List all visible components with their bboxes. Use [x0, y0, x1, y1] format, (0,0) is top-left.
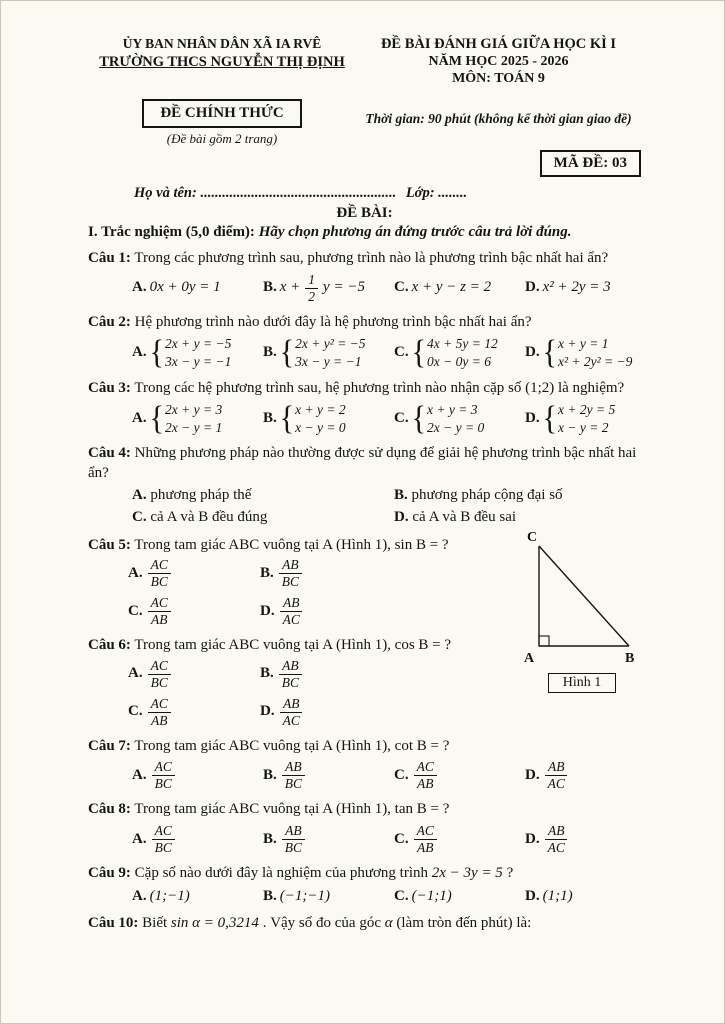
option-a	[132, 887, 263, 907]
equation-system	[543, 401, 616, 436]
question-9-label: Câu 9:	[88, 864, 131, 881]
system-line1: 2x + y = −5	[165, 336, 232, 352]
question-3	[88, 379, 641, 437]
fraction-denominator: BC	[154, 839, 172, 855]
option-key: B.	[263, 279, 277, 296]
question-3-body: Trong các hệ phương trình sau, hệ phương trình nào nhận cặp số (1;2) là nghiệm?	[134, 379, 625, 396]
brace-symbol: {	[149, 399, 164, 437]
question-4-options	[132, 486, 641, 528]
brace-symbol: {	[542, 333, 557, 371]
question-4	[88, 444, 641, 527]
option-key: A.	[132, 887, 147, 904]
option-key: A.	[128, 665, 143, 682]
option-math: (1;1)	[542, 887, 573, 904]
fraction-denominator: AC	[282, 712, 300, 728]
system-line2: x² + 2y² = −9	[558, 353, 633, 369]
option-key: D.	[525, 279, 540, 296]
fraction-denominator: AC	[547, 776, 565, 792]
question-9-equation: 2x − 3y = 5	[431, 864, 503, 881]
system-line1: x + 2y = 5	[558, 402, 616, 418]
option-math-pre: x +	[279, 279, 301, 296]
option-key: B.	[263, 766, 277, 783]
fraction-denominator: 2	[308, 288, 316, 304]
fraction	[414, 759, 437, 792]
option-b	[263, 401, 394, 436]
fraction-numerator: AC	[148, 595, 171, 612]
question-6-options	[128, 658, 509, 729]
class-dots: ........	[438, 185, 468, 201]
equation-system	[412, 401, 485, 436]
question-10-post: (làm tròn đến phút) là:	[396, 915, 532, 932]
option-key: C.	[394, 409, 409, 426]
question-10-pre: Biết	[142, 915, 168, 932]
option-math: (−1;1)	[411, 887, 452, 904]
option-math: x + y − z = 2	[411, 279, 492, 296]
option-a	[132, 401, 263, 436]
question-5-options	[128, 557, 509, 628]
exam-title-block	[356, 36, 641, 87]
option-key: D.	[525, 887, 540, 904]
option-key: C.	[394, 830, 409, 847]
option-key: B.	[260, 665, 274, 682]
fraction	[545, 759, 568, 792]
option-key: C.	[394, 887, 409, 904]
vertex-label-a: A	[524, 650, 535, 666]
option-a	[132, 278, 263, 298]
org-line2: TRƯỜNG THCS NGUYỄN THỊ ĐỊNH	[99, 54, 345, 70]
fraction-denominator: AB	[416, 839, 434, 855]
fraction	[148, 595, 171, 628]
option-key: D.	[525, 766, 540, 783]
question-1	[88, 249, 641, 305]
system-line2: 2x − y = 1	[165, 419, 223, 435]
equation-system	[150, 401, 223, 436]
time-note: Thời gian: 90 phút (không kể thời gian giao đề)	[365, 111, 632, 126]
fraction-denominator: BC	[281, 574, 300, 590]
option-a	[128, 557, 260, 590]
question-7-label: Câu 7:	[88, 737, 131, 754]
header	[88, 36, 641, 87]
fraction-numerator: AB	[545, 823, 568, 840]
fraction-denominator: AB	[150, 712, 168, 728]
fraction-denominator: AB	[150, 612, 168, 628]
system-line2: 3x − y = −1	[165, 353, 232, 369]
right-triangle-figure	[523, 528, 641, 666]
option-key: B.	[394, 487, 408, 504]
option-d	[525, 278, 611, 298]
option-c	[394, 887, 525, 907]
official-block	[88, 99, 356, 147]
fraction	[305, 272, 318, 305]
document-title: ĐỀ BÀI:	[336, 205, 393, 221]
org-line1: ỦY BAN NHÂN DÂN XÃ IA RVÊ	[122, 36, 322, 51]
fraction	[280, 696, 303, 729]
name-label: Họ và tên:	[134, 185, 197, 201]
question-2	[88, 313, 641, 371]
question-4-body: Những phương pháp nào thường được sử dụng để giải hệ phương trình bậc nhất hai ẩn?	[88, 445, 637, 482]
fraction-numerator: AB	[280, 696, 303, 713]
fraction-numerator: AC	[148, 696, 171, 713]
question-6-body: Trong tam giác ABC vuông tại A (Hình 1), cos B = ?	[134, 637, 452, 654]
fraction-numerator: AC	[148, 658, 171, 675]
option-key: C.	[394, 344, 409, 361]
option-d	[260, 595, 420, 628]
equation-system	[280, 401, 346, 436]
option-d	[525, 887, 573, 907]
option-b	[263, 759, 394, 792]
option-b	[260, 658, 420, 691]
fraction	[148, 658, 171, 691]
system-line2: 0x − 0y = 6	[427, 353, 491, 369]
system-line2: 2x − y = 0	[427, 419, 485, 435]
fraction-numerator: AB	[279, 658, 302, 675]
brace-symbol: {	[279, 333, 295, 371]
fraction-denominator: BC	[281, 674, 300, 690]
question-10-text	[88, 914, 641, 934]
fraction-numerator: AB	[280, 595, 303, 612]
fraction	[282, 759, 305, 792]
option-key: C.	[128, 703, 143, 720]
question-1-label: Câu 1:	[88, 250, 131, 266]
system-line2: x − y = 0	[295, 419, 346, 435]
system-line2: x − y = 2	[558, 419, 609, 435]
option-c	[132, 508, 394, 528]
question-10-label: Câu 10:	[88, 915, 139, 932]
option-d	[394, 508, 641, 528]
option-math: x² + 2y = 3	[542, 279, 611, 296]
option-key: A.	[128, 564, 143, 581]
option-b	[263, 823, 394, 856]
option-key: B.	[263, 830, 277, 847]
option-text: cả A và B đều sai	[412, 508, 517, 525]
issuing-org-block	[88, 36, 356, 87]
question-2-body: Hệ phương trình nào dưới đây là hệ phương trình bậc nhất hai ẩn?	[134, 313, 532, 330]
question-9-qmark: ?	[506, 864, 514, 881]
header-row2	[88, 99, 641, 147]
equation-system	[412, 335, 498, 370]
option-key: C.	[394, 279, 409, 296]
brace-symbol: {	[542, 399, 557, 437]
fraction	[279, 658, 302, 691]
option-c	[394, 759, 525, 792]
question-9	[88, 864, 641, 907]
option-key: D.	[525, 830, 540, 847]
question-7-text	[88, 737, 641, 757]
option-math-post: y = −5	[323, 279, 365, 296]
option-b	[263, 272, 394, 305]
question-5-label: Câu 5:	[88, 536, 131, 553]
fraction-numerator: 1	[305, 272, 318, 289]
question-3-options	[132, 401, 641, 436]
option-a	[132, 759, 263, 792]
option-c	[128, 696, 260, 729]
question-6-label: Câu 6:	[88, 637, 131, 654]
option-b	[263, 335, 394, 370]
section1-instruction: Hãy chọn phương án đứng trước câu trả lời đúng.	[258, 224, 572, 240]
fraction-denominator: AC	[282, 612, 300, 628]
question-9-options	[132, 887, 641, 907]
fraction-numerator: AB	[282, 823, 305, 840]
option-key: A.	[132, 279, 147, 296]
question-4-label: Câu 4:	[88, 445, 131, 462]
section1-heading-line	[88, 224, 641, 241]
brace-symbol: {	[279, 399, 295, 437]
fraction-denominator: AB	[416, 776, 434, 792]
student-info-line	[88, 185, 641, 202]
fraction-numerator: AC	[152, 759, 175, 776]
fraction-numerator: AC	[414, 759, 437, 776]
option-text: phương pháp cộng đại số	[411, 487, 563, 504]
option-d	[260, 696, 420, 729]
question-10-math2: α	[384, 915, 393, 932]
option-key: D.	[525, 344, 540, 361]
question-9-body: Cặp số nào dưới đây là nghiệm của phương trình	[134, 864, 428, 881]
option-key: A.	[132, 409, 147, 426]
name-dots: ......................................................	[200, 185, 397, 201]
subject: MÔN: TOÁN 9	[452, 71, 545, 86]
school-year: NĂM HỌC 2025 - 2026	[428, 54, 569, 69]
option-text: phương pháp thế	[150, 487, 252, 504]
option-key: B.	[260, 564, 274, 581]
question-8-body: Trong tam giác ABC vuông tại A (Hình 1), tan B = ?	[134, 801, 450, 818]
option-key: B.	[263, 887, 277, 904]
fraction	[545, 823, 568, 856]
question-1-text	[88, 249, 641, 269]
fraction	[279, 557, 302, 590]
fraction	[414, 823, 437, 856]
option-d	[525, 401, 615, 436]
system-line1: 2x + y² = −5	[295, 336, 366, 352]
fraction-numerator: AB	[279, 557, 302, 574]
fraction	[148, 557, 171, 590]
equation-system	[543, 335, 633, 370]
system-line1: 4x + 5y = 12	[427, 336, 498, 352]
option-c	[394, 401, 525, 436]
fraction-denominator: BC	[154, 776, 172, 792]
figure-caption: Hình 1	[548, 673, 617, 693]
exam-code-box: MÃ ĐỀ: 03	[540, 150, 641, 177]
fraction	[148, 696, 171, 729]
option-key: C.	[128, 602, 143, 619]
question-9-text	[88, 864, 641, 884]
option-a	[132, 823, 263, 856]
question-10-math1: sin α = 0,3214	[170, 915, 259, 932]
option-key: B.	[263, 409, 277, 426]
option-d	[525, 823, 570, 856]
question-5-body: Trong tam giác ABC vuông tại A (Hình 1), sin B = ?	[134, 536, 449, 553]
fraction-numerator: AC	[148, 557, 171, 574]
exam-code-row	[88, 150, 641, 177]
option-key: A.	[132, 344, 147, 361]
question-7-options	[132, 759, 641, 792]
option-c	[394, 278, 525, 298]
fraction-numerator: AB	[282, 759, 305, 776]
question-2-options	[132, 335, 641, 370]
fraction	[280, 595, 303, 628]
right-angle-mark	[539, 636, 549, 646]
question-1-body: Trong các phương trình sau, phương trình nào là phương trình bậc nhất hai ẩn?	[134, 250, 609, 266]
question-3-text	[88, 379, 641, 399]
option-key: D.	[525, 409, 540, 426]
question-1-options	[132, 272, 641, 305]
fraction-denominator: BC	[284, 839, 303, 855]
option-a	[132, 486, 394, 506]
fraction-denominator: BC	[284, 776, 303, 792]
fraction-denominator: BC	[150, 674, 168, 690]
option-d	[525, 759, 570, 792]
option-math: 0x + 0y = 1	[149, 279, 221, 296]
fraction-denominator: AC	[547, 839, 565, 855]
fraction	[152, 823, 175, 856]
pages-note: (Đề bài gồm 2 trang)	[166, 131, 278, 146]
fraction-denominator: BC	[150, 574, 168, 590]
option-math: (1;−1)	[149, 887, 190, 904]
option-key: D.	[260, 602, 275, 619]
fraction	[282, 823, 305, 856]
option-c	[394, 335, 525, 370]
figure-hinh-1	[523, 528, 641, 693]
question-3-label: Câu 3:	[88, 379, 131, 396]
exam-title: ĐỀ BÀI ĐÁNH GIÁ GIỮA HỌC KÌ I	[380, 36, 617, 52]
brace-symbol: {	[411, 399, 426, 437]
option-c	[128, 595, 260, 628]
option-key: C.	[132, 508, 147, 525]
question-2-label: Câu 2:	[88, 313, 131, 330]
vertex-label-b: B	[625, 650, 635, 666]
question-4-text	[88, 444, 641, 484]
option-b	[394, 486, 641, 506]
question-7-body: Trong tam giác ABC vuông tại A (Hình 1), cot B = ?	[134, 737, 450, 754]
question-8-options	[132, 823, 641, 856]
option-b	[263, 887, 394, 907]
option-key: A.	[132, 830, 147, 847]
system-line1: x + y = 3	[427, 402, 478, 418]
option-a	[128, 658, 260, 691]
fraction-numerator: AB	[545, 759, 568, 776]
option-a	[132, 335, 263, 370]
question-8-label: Câu 8:	[88, 801, 131, 818]
option-text: cả A và B đều đúng	[150, 508, 268, 525]
fraction	[152, 759, 175, 792]
equation-system	[280, 335, 366, 370]
question-8	[88, 800, 641, 856]
section1-heading: I. Trắc nghiệm (5,0 điểm):	[88, 224, 255, 240]
question-10	[88, 914, 641, 934]
option-key: A.	[132, 487, 147, 504]
equation-system	[150, 335, 232, 370]
system-line1: x + y = 2	[295, 402, 346, 418]
system-line1: 2x + y = 3	[165, 402, 223, 418]
question-7	[88, 737, 641, 793]
official-exam-box: ĐỀ CHÍNH THỨC	[142, 99, 301, 128]
brace-symbol: {	[411, 333, 426, 371]
system-line1: x + y = 1	[558, 336, 609, 352]
fraction-numerator: AC	[414, 823, 437, 840]
question-2-text	[88, 313, 641, 333]
fraction-numerator: AC	[152, 823, 175, 840]
option-c	[394, 823, 525, 856]
class-label: Lớp:	[405, 185, 435, 201]
option-key: A.	[132, 766, 147, 783]
option-key: B.	[263, 344, 277, 361]
system-line2: 3x − y = −1	[295, 353, 362, 369]
question-8-text	[88, 800, 641, 820]
option-math: (−1;−1)	[279, 887, 330, 904]
option-b	[260, 557, 420, 590]
option-key: D.	[260, 703, 275, 720]
brace-symbol: {	[149, 333, 164, 371]
vertex-label-c: C	[527, 529, 538, 545]
option-key: C.	[394, 766, 409, 783]
question-10-mid: . Vậy số đo của góc	[262, 915, 381, 932]
option-key: D.	[394, 508, 409, 525]
option-d	[525, 335, 632, 370]
